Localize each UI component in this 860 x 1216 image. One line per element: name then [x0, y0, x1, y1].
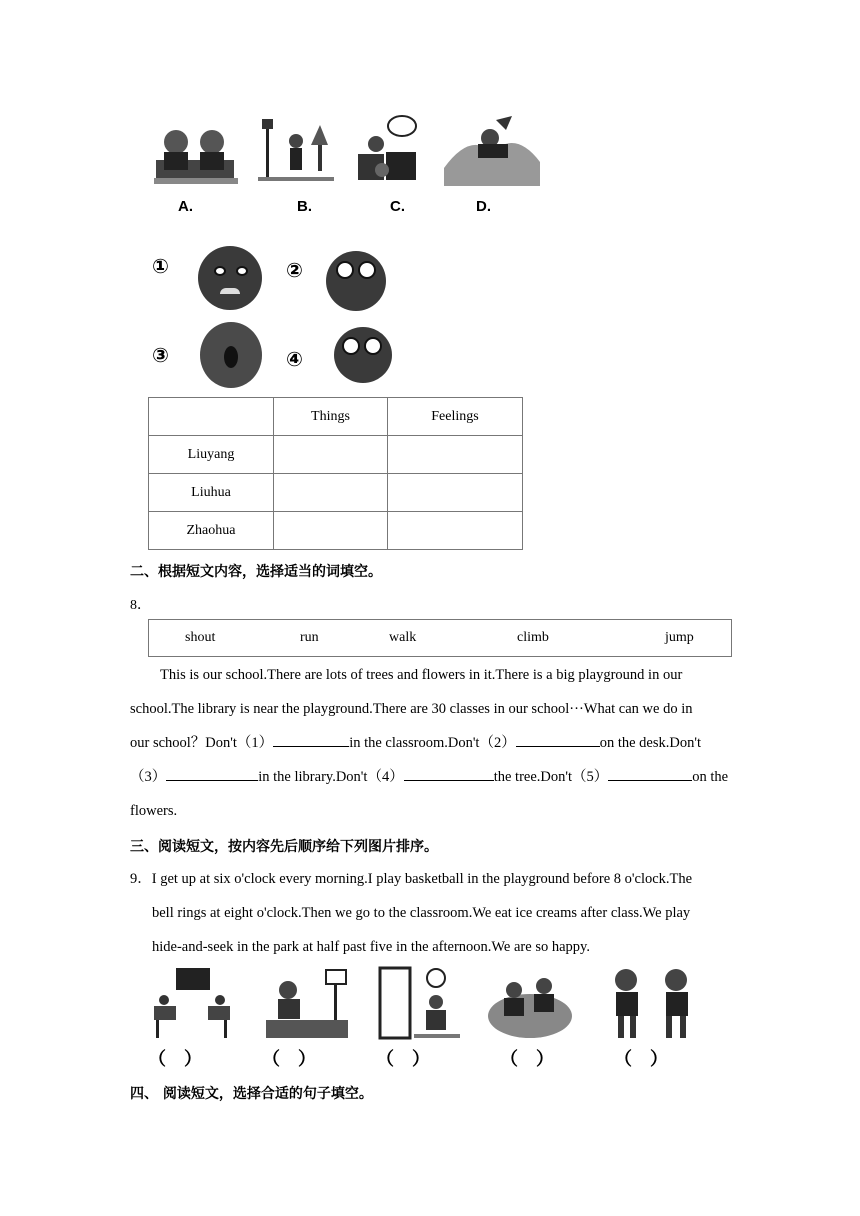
order-blank-2[interactable]: （ ） — [262, 1049, 316, 1070]
table-header-row — [149, 398, 523, 436]
blank-5-field[interactable] — [608, 766, 692, 781]
face-2-number: ② — [286, 258, 303, 282]
picture-b-image — [256, 115, 336, 187]
blank-1-field[interactable] — [273, 732, 349, 747]
question-9-line-1: 9．I get up at six o'clock every morning.I play basketball in the playground before 8 o'clock.The — [130, 871, 693, 887]
row-name: Liuyang — [149, 436, 274, 474]
face-4-number: ④ — [286, 347, 303, 371]
picture-d-image — [440, 112, 544, 190]
order-blank-4[interactable]: （ ） — [500, 1049, 554, 1070]
row-name: Zhaohua — [149, 512, 274, 550]
picture-a-image — [150, 122, 240, 190]
passage-line-1: This is our school.There are lots of trees and flowers in it.There is a big playground in our — [160, 667, 683, 683]
table-row — [149, 474, 523, 512]
feelings-cell — [388, 474, 523, 512]
order-blank-5[interactable]: （ ） — [614, 1049, 668, 1070]
passage-line-3-text-c: on the desk.Don't — [599, 735, 701, 751]
passage-line-4-text-c: the tree.Don't（5） — [493, 769, 609, 785]
question-9-line-3: hide-and-seek in the park at half past five in the afternoon.We are so happy. — [152, 939, 590, 955]
excited-face-icon — [334, 327, 392, 383]
basketball-picture-image — [264, 966, 350, 1042]
blank-3-field[interactable] — [166, 766, 258, 781]
passage-line-2: school.The library is near the playground.There are 30 classes in our school···What can we do in — [130, 701, 693, 717]
word-run: run — [300, 630, 319, 645]
classroom-picture-image — [150, 966, 234, 1042]
feelings-cell — [388, 436, 523, 474]
picture-c-image — [354, 112, 422, 186]
passage-line-4-text-d: on the — [692, 769, 729, 785]
section-2-heading: 二、根据短文内容，选择适当的词填空。 — [130, 564, 382, 580]
picture-c-label: C. — [390, 198, 405, 215]
face-1-number: ① — [152, 254, 169, 278]
word-walk: walk — [389, 630, 417, 645]
passage-line-3 — [130, 726, 701, 760]
ice-cream-picture-image — [486, 966, 574, 1042]
things-cell — [274, 474, 388, 512]
bell-picture-image — [374, 966, 464, 1042]
blank-2-field[interactable] — [516, 732, 600, 747]
things-cell — [274, 512, 388, 550]
picture-a-label: A. — [178, 198, 193, 215]
table-header-blank — [149, 398, 274, 436]
table-row — [149, 436, 523, 474]
table-row — [149, 512, 523, 550]
passage-line-4-text-a: （3） — [130, 769, 167, 785]
passage-line-4-text-b: in the library.Don't（4） — [258, 769, 404, 785]
picture-d-label: D. — [476, 198, 491, 215]
table-header-things: Things — [274, 398, 388, 436]
feelings-table — [148, 397, 523, 550]
angry-face-icon — [198, 246, 262, 310]
passage-line-5: flowers. — [130, 803, 178, 819]
happy-face-icon — [326, 251, 386, 311]
question-9-line-2: bell rings at eight o'clock.Then we go to the classroom.We eat ice creams after class.We play — [152, 905, 691, 921]
question-8-number: 8． — [130, 598, 151, 613]
surprised-face-icon — [200, 322, 262, 388]
word-shout: shout — [185, 630, 216, 645]
table-header-feelings: Feelings — [388, 398, 523, 436]
things-cell — [274, 436, 388, 474]
word-bank-box — [148, 619, 732, 657]
feelings-cell — [388, 512, 523, 550]
passage-line-3-text-b: in the classroom.Don't（2） — [349, 735, 516, 751]
order-blank-1[interactable]: （ ） — [148, 1049, 202, 1070]
row-name: Liuhua — [149, 474, 274, 512]
word-jump: jump — [665, 630, 694, 645]
section-4-heading: 四、 阅读短文，选择合适的句子填空。 — [130, 1086, 373, 1102]
hide-and-seek-picture-image — [604, 966, 700, 1042]
order-blank-3[interactable]: （ ） — [376, 1049, 430, 1070]
word-climb: climb — [517, 630, 549, 645]
passage-line-4 — [130, 760, 728, 794]
picture-b-label: B. — [297, 198, 312, 215]
passage-line-3-text-a: our school？Don't（1） — [130, 735, 274, 751]
face-3-number: ③ — [152, 343, 169, 367]
blank-4-field[interactable] — [404, 766, 494, 781]
section-3-heading: 三、阅读短文，按内容先后顺序给下列图片排序。 — [130, 839, 438, 855]
